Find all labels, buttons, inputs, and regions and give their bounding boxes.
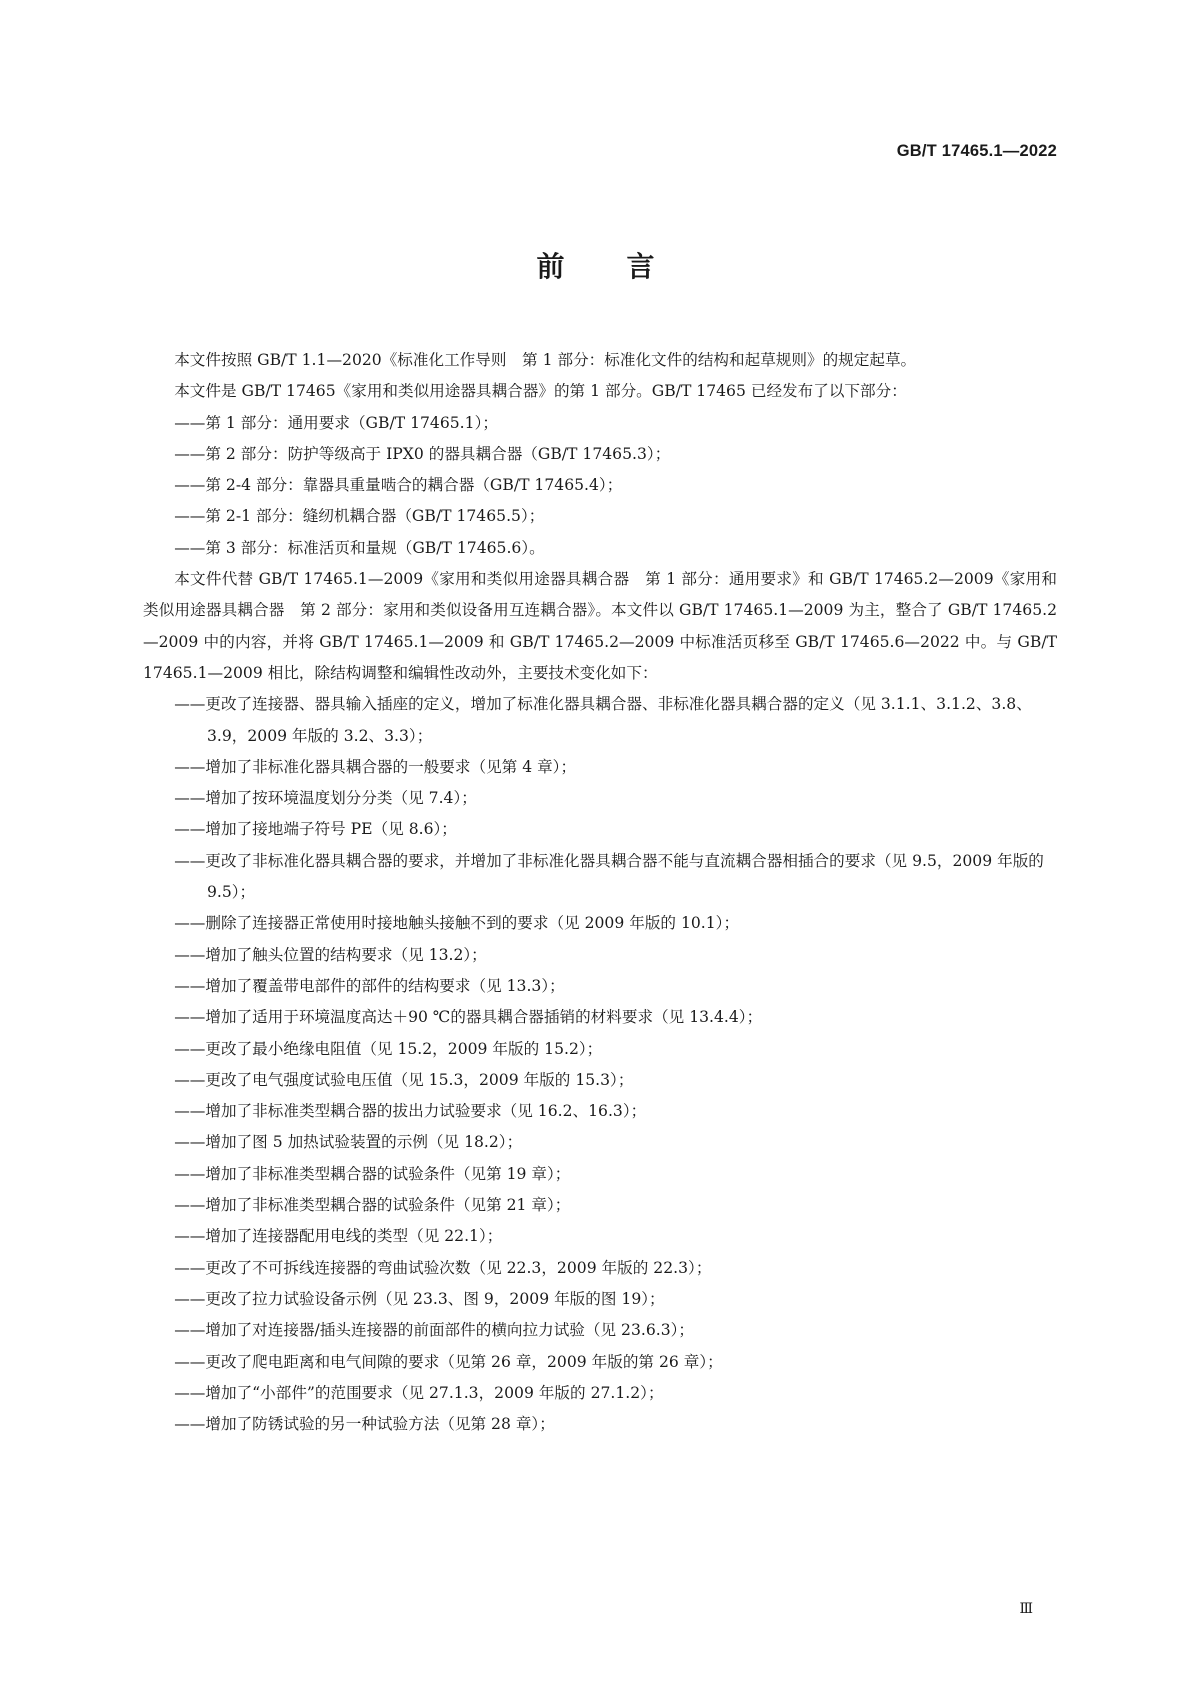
list-item: ——增加了连接器配用电线的类型（见 22.1）； [174, 1227, 503, 1246]
list-item: ——增加了覆盖带电部件的部件的结构要求（见 13.3）； [174, 976, 565, 995]
list-item: ——第 2-1 部分：缝纫机耦合器（GB/T 17465.5）； [174, 507, 545, 526]
list-item: ——增加了触头位置的结构要求（见 13.2）； [174, 945, 487, 964]
document-body [143, 345, 1057, 1440]
list-item: ——增加了对连接器/插头连接器的前面部件的横向拉力试验（见 23.6.3）； [174, 1321, 695, 1340]
list-item: ——增加了非标准类型耦合器的试验条件（见第 21 章）； [174, 1196, 571, 1215]
page-number: Ⅲ [1019, 1601, 1033, 1617]
list-item: ——增加了“小部件”的范围要求（见 27.1.3，2009 年版的 27.1.2）； [174, 1383, 664, 1402]
technical-changes-list [143, 689, 1057, 1440]
list-item: ——第 3 部分：标准活页和量规（GB/T 17465.6）。 [174, 538, 545, 557]
list-item: ——更改了不可拆线连接器的弯曲试验次数（见 22.3，2009 年版的 22.3）； [174, 1258, 712, 1277]
list-item: ——增加了防锈试验的另一种试验方法（见第 28 章）； [174, 1415, 555, 1434]
list-item: ——更改了电气强度试验电压值（见 15.3，2009 年版的 15.3）； [174, 1070, 634, 1089]
list-item: ——第 1 部分：通用要求（GB/T 17465.1）； [174, 413, 498, 432]
list-item: ——增加了接地端子符号 PE（见 8.6）； [174, 820, 457, 839]
list-item: ——增加了按环境温度划分分类（见 7.4）； [174, 789, 477, 808]
list-item: ——第 2 部分：防护等级高于 IPX0 的器具耦合器（GB/T 17465.3）； [174, 444, 671, 463]
replacement-paragraph: 本文件代替 GB/T 17465.1—2009《家用和类似用途器具耦合器 第 1 部分：通用要求》和 GB/T 17465.2—2009《家用和类似用途器具耦合器 第 2 部分：家用和类似设备用互连耦合器》。本文件以 GB/T 17465.1—2009 为主，整合了 GB/T 17465.2—2009 中的内容，并将 GB/T 17465.1—2009 和 GB/T 17465.2—2009 中标准活页移至 GB/T 17465.6—2022 中。与 GB/T 17465.1—2009 相比，除结构调整和编辑性改动外，主要技术变化如下： [143, 570, 1057, 682]
list-item: ——增加了非标准类型耦合器的试验条件（见第 19 章）； [174, 1164, 571, 1183]
list-item: ——增加了非标准类型耦合器的拔出力试验要求（见 16.2、16.3）； [174, 1102, 647, 1121]
list-item: ——第 2-4 部分：靠器具重量啮合的耦合器（GB/T 17465.4）； [174, 476, 623, 495]
list-item: ——更改了爬电距离和电气间隙的要求（见第 26 章，2009 年版的第 26 章）； [174, 1352, 723, 1371]
standard-code: GB/T 17465.1—2022 [896, 142, 1057, 160]
list-item: ——增加了图 5 加热试验装置的示例（见 18.2）； [174, 1133, 523, 1152]
list-item: ——更改了拉力试验设备示例（见 23.3、图 9，2009 年版的图 19）； [174, 1289, 665, 1308]
list-item: ——增加了适用于环境温度高达＋90 ℃的器具耦合器插销的材料要求（见 13.4.4）； [174, 1008, 763, 1027]
drafting-basis-paragraph: 本文件按照 GB/T 1.1—2020《标准化工作导则 第 1 部分：标准化文件的结构和起草规则》的规定起草。 [174, 351, 917, 369]
page-title: 前言 [536, 250, 717, 283]
list-item: ——更改了连接器、器具输入插座的定义，增加了标准化器具耦合器、非标准化器具耦合器的定义（见 3.1.1、3.1.2、3.8、3.9，2009 年版的 3.2、3.3）； [174, 695, 1032, 745]
list-item: ——更改了最小绝缘电阻值（见 15.2，2009 年版的 15.2）； [174, 1039, 603, 1058]
list-item: ——删除了连接器正常使用时接地触头接触不到的要求（见 2009 年版的 10.1）； [174, 914, 740, 933]
list-item: ——更改了非标准化器具耦合器的要求，并增加了非标准化器具耦合器不能与直流耦合器相插合的要求（见 9.5，2009 年版的 9.5）； [174, 851, 1044, 902]
parts-list [143, 408, 1057, 564]
list-item: ——增加了非标准化器具耦合器的一般要求（见第 4 章）； [174, 757, 577, 776]
series-parts-paragraph: 本文件是 GB/T 17465《家用和类似用途器具耦合器》的第 1 部分。GB/T 17465 已经发布了以下部分： [174, 382, 907, 401]
